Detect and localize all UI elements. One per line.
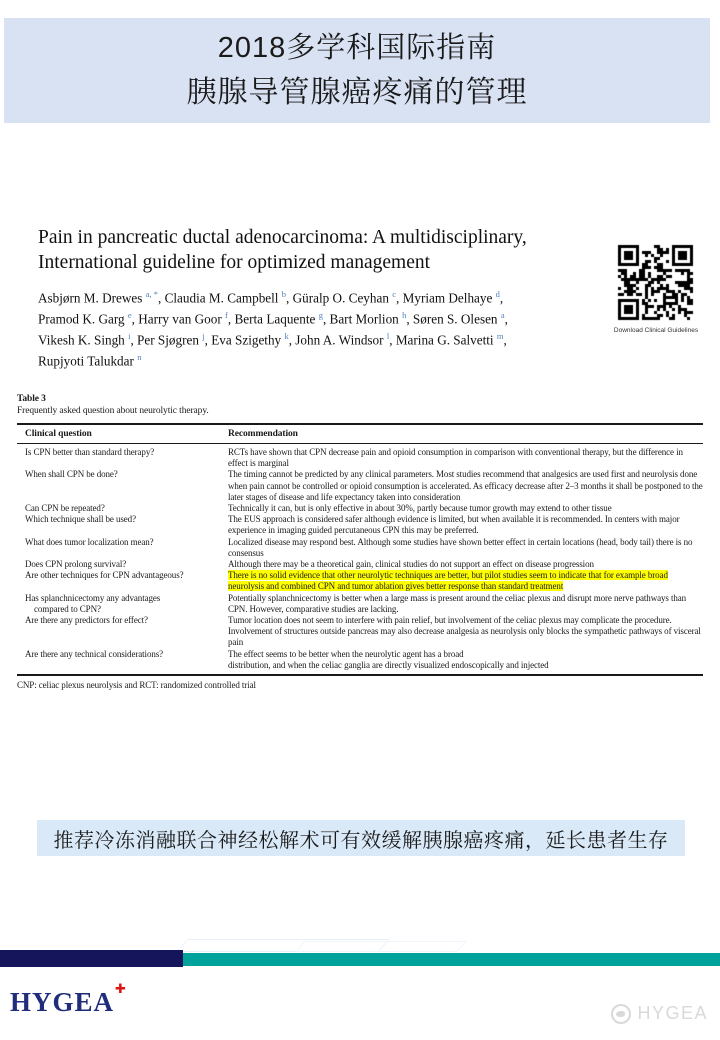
qr-code — [617, 244, 695, 322]
author-superscript: d — [495, 289, 500, 299]
slide-title-line2: 胰腺导管腺癌疼痛的管理 — [186, 75, 528, 109]
table-row — [17, 615, 703, 649]
qr-caption: Download Clinical Guidelines — [613, 327, 699, 334]
author-superscript: e — [127, 309, 132, 320]
watermark-text: HYGEA — [637, 1003, 708, 1023]
table-rows — [17, 444, 703, 671]
red-cross-icon: ✚ — [115, 982, 127, 997]
table-row — [17, 559, 703, 570]
recommendation-cell: RCTs have shown that CPN decrease pain and opioid consumption in comparison with conventional therapy, but the difference in effect is marginal — [228, 447, 683, 469]
author-superscript: a, * — [145, 289, 158, 299]
question-cell: Does CPN prolong survival? — [25, 559, 127, 570]
author-superscript: g — [318, 309, 323, 320]
author-line: Vikesh K. Singh $^i$, Per Sjøgren $^j$, Eva Szigethy $^k$, John A. Windsor $^l$, Marina G. Salvetti $^m$, — [38, 330, 507, 348]
table-row — [17, 649, 703, 671]
column-header-clinical-question: Clinical question — [25, 429, 92, 439]
author-superscript: i — [128, 330, 131, 341]
author-superscript: c — [392, 289, 397, 299]
author-superscript: a — [500, 309, 505, 320]
recommendation-cell: Localized disease may respond best. Although some studies have shown better effect in certain locations (head, body tail) there is no consensus — [228, 536, 693, 558]
author-superscript: k — [284, 330, 289, 341]
column-header-recommendation: Recommendation — [228, 429, 298, 439]
question-cell: Can CPN be repeated? — [25, 503, 105, 514]
hygea-watermark — [611, 1003, 708, 1024]
question-cell: Has splanchnicectomy any advantages compared to CPN? — [25, 592, 161, 614]
question-cell: Are other techniques for CPN advantageous? — [25, 570, 184, 581]
author-superscript: b — [281, 289, 287, 299]
paper-title — [38, 226, 598, 275]
author-superscript: h — [402, 309, 407, 320]
question-cell: Which technique shall be used? — [25, 514, 136, 525]
table-row — [17, 593, 703, 615]
author-superscript: n — [137, 351, 142, 362]
table-row — [17, 514, 703, 536]
slide-title-band — [4, 18, 710, 123]
author-line: Rupjyoti Talukdar $^n$ — [38, 351, 142, 369]
question-cell: Are there any predictors for effect? — [25, 615, 148, 626]
table-bottom-rule — [17, 674, 703, 676]
table-row — [17, 570, 703, 592]
question-cell: Are there any technical considerations? — [25, 648, 164, 659]
conclusion-banner-text: 推荐冷冻消融联合神经松解术可有效缓解胰腺癌疼痛，延长患者生存 — [53, 829, 669, 852]
recommendation-cell: Although there may be a theoretical gain, clinical studies do not support an effect on disease progression — [228, 559, 594, 570]
recommendation-cell: Tumor location does not seem to interfere with pain relief, but involvement of the celiac plexus may complicate the procedure. Involvement of structures outside pancreas may also decrease analgesia as neurolysis only blocks the sympathetic pathways of visceral pain — [228, 615, 701, 648]
dove-circle-icon — [611, 1004, 631, 1024]
footer-navy-bar — [0, 950, 183, 967]
table-footnote: CNP: celiac plexus neurolysis and RCT: randomized controlled trial — [17, 680, 256, 691]
conclusion-banner — [37, 820, 685, 856]
paper-title-line2: International guideline for optimized management — [38, 251, 431, 273]
table-header-row — [17, 423, 703, 444]
author-block — [38, 286, 603, 370]
table-3 — [17, 394, 703, 691]
paper-title-line1: Pain in pancreatic ductal adenocarcinoma: A multidisciplinary, — [38, 227, 527, 248]
table-caption: Frequently asked question about neurolytic therapy. — [17, 405, 209, 416]
question-cell: When shall CPN be done? — [25, 469, 118, 480]
author-line: Pramod K. Garg $^e$, Harry van Goor $^f$, Berta Laquente $^g$, Bart Morlion $^h$, Søren S. Olesen $^a$, — [38, 309, 508, 327]
footer-teal-bar — [183, 953, 720, 966]
author-superscript: f — [225, 309, 228, 320]
table-row — [17, 469, 703, 503]
author-line: Asbjørn M. Drewes $^{a, *}$, Claudia M. Campbell $^b$, Güralp O. Ceyhan $^c$, Myriam Delhaye $^d$, — [38, 289, 504, 306]
highlighted-text: There is no solid evidence that other neurolytic techniques are better, but pilot studies seem to indicate that for example broad neurolysis and combined CPN and tumor ablation gives better response than standard treatment — [228, 570, 668, 592]
question-cell: What does tumor localization mean? — [25, 536, 154, 547]
question-cell: Is CPN better than standard therapy? — [25, 447, 155, 457]
hygea-logo — [10, 982, 127, 1018]
recommendation-cell: The effect seems to be better when the neurolytic agent has a broad distribution, and when the celiac ganglia are directly visualized endoscopically and injected — [228, 648, 549, 670]
footer-ghost-shape — [295, 941, 466, 952]
recommendation-cell: Potentially splanchnicectomy is better when a large mass is present around the celiac plexus and disrupt more nerve pathways than CPN. However, comparative studies are lacking. — [228, 592, 687, 614]
recommendation-cell: The EUS approach is considered safer although evidence is limited, but when available it is recommended. In centers with major experience in imaging guided percutaneous CPN this may be preferred. — [228, 514, 680, 536]
table-row — [17, 503, 703, 514]
recommendation-cell: The timing cannot be predicted by any clinical parameters. Most studies recommend that analgesics are used first and neurolysis done when pain cannot be controlled or opioid consumption is accelerated. As efficacy decrease after 2–3 months it shall be postponed to the later stages of disease and life expectancy taken into consideration — [228, 469, 703, 502]
author-superscript: m — [496, 330, 504, 341]
recommendation-cell — [228, 570, 703, 592]
slide-title-line1: 2018多学科国际指南 — [217, 31, 497, 64]
table-row — [17, 537, 703, 559]
table-row — [17, 447, 703, 469]
author-superscript: j — [202, 330, 205, 341]
table-label: Table 3 — [17, 394, 46, 404]
author-superscript: l — [386, 330, 390, 341]
recommendation-cell: Technically it can, but is only effective in about 30%, partly because tumor growth may extend to other tissue — [228, 503, 612, 514]
hygea-logo-text: HYGEA — [10, 987, 115, 1017]
